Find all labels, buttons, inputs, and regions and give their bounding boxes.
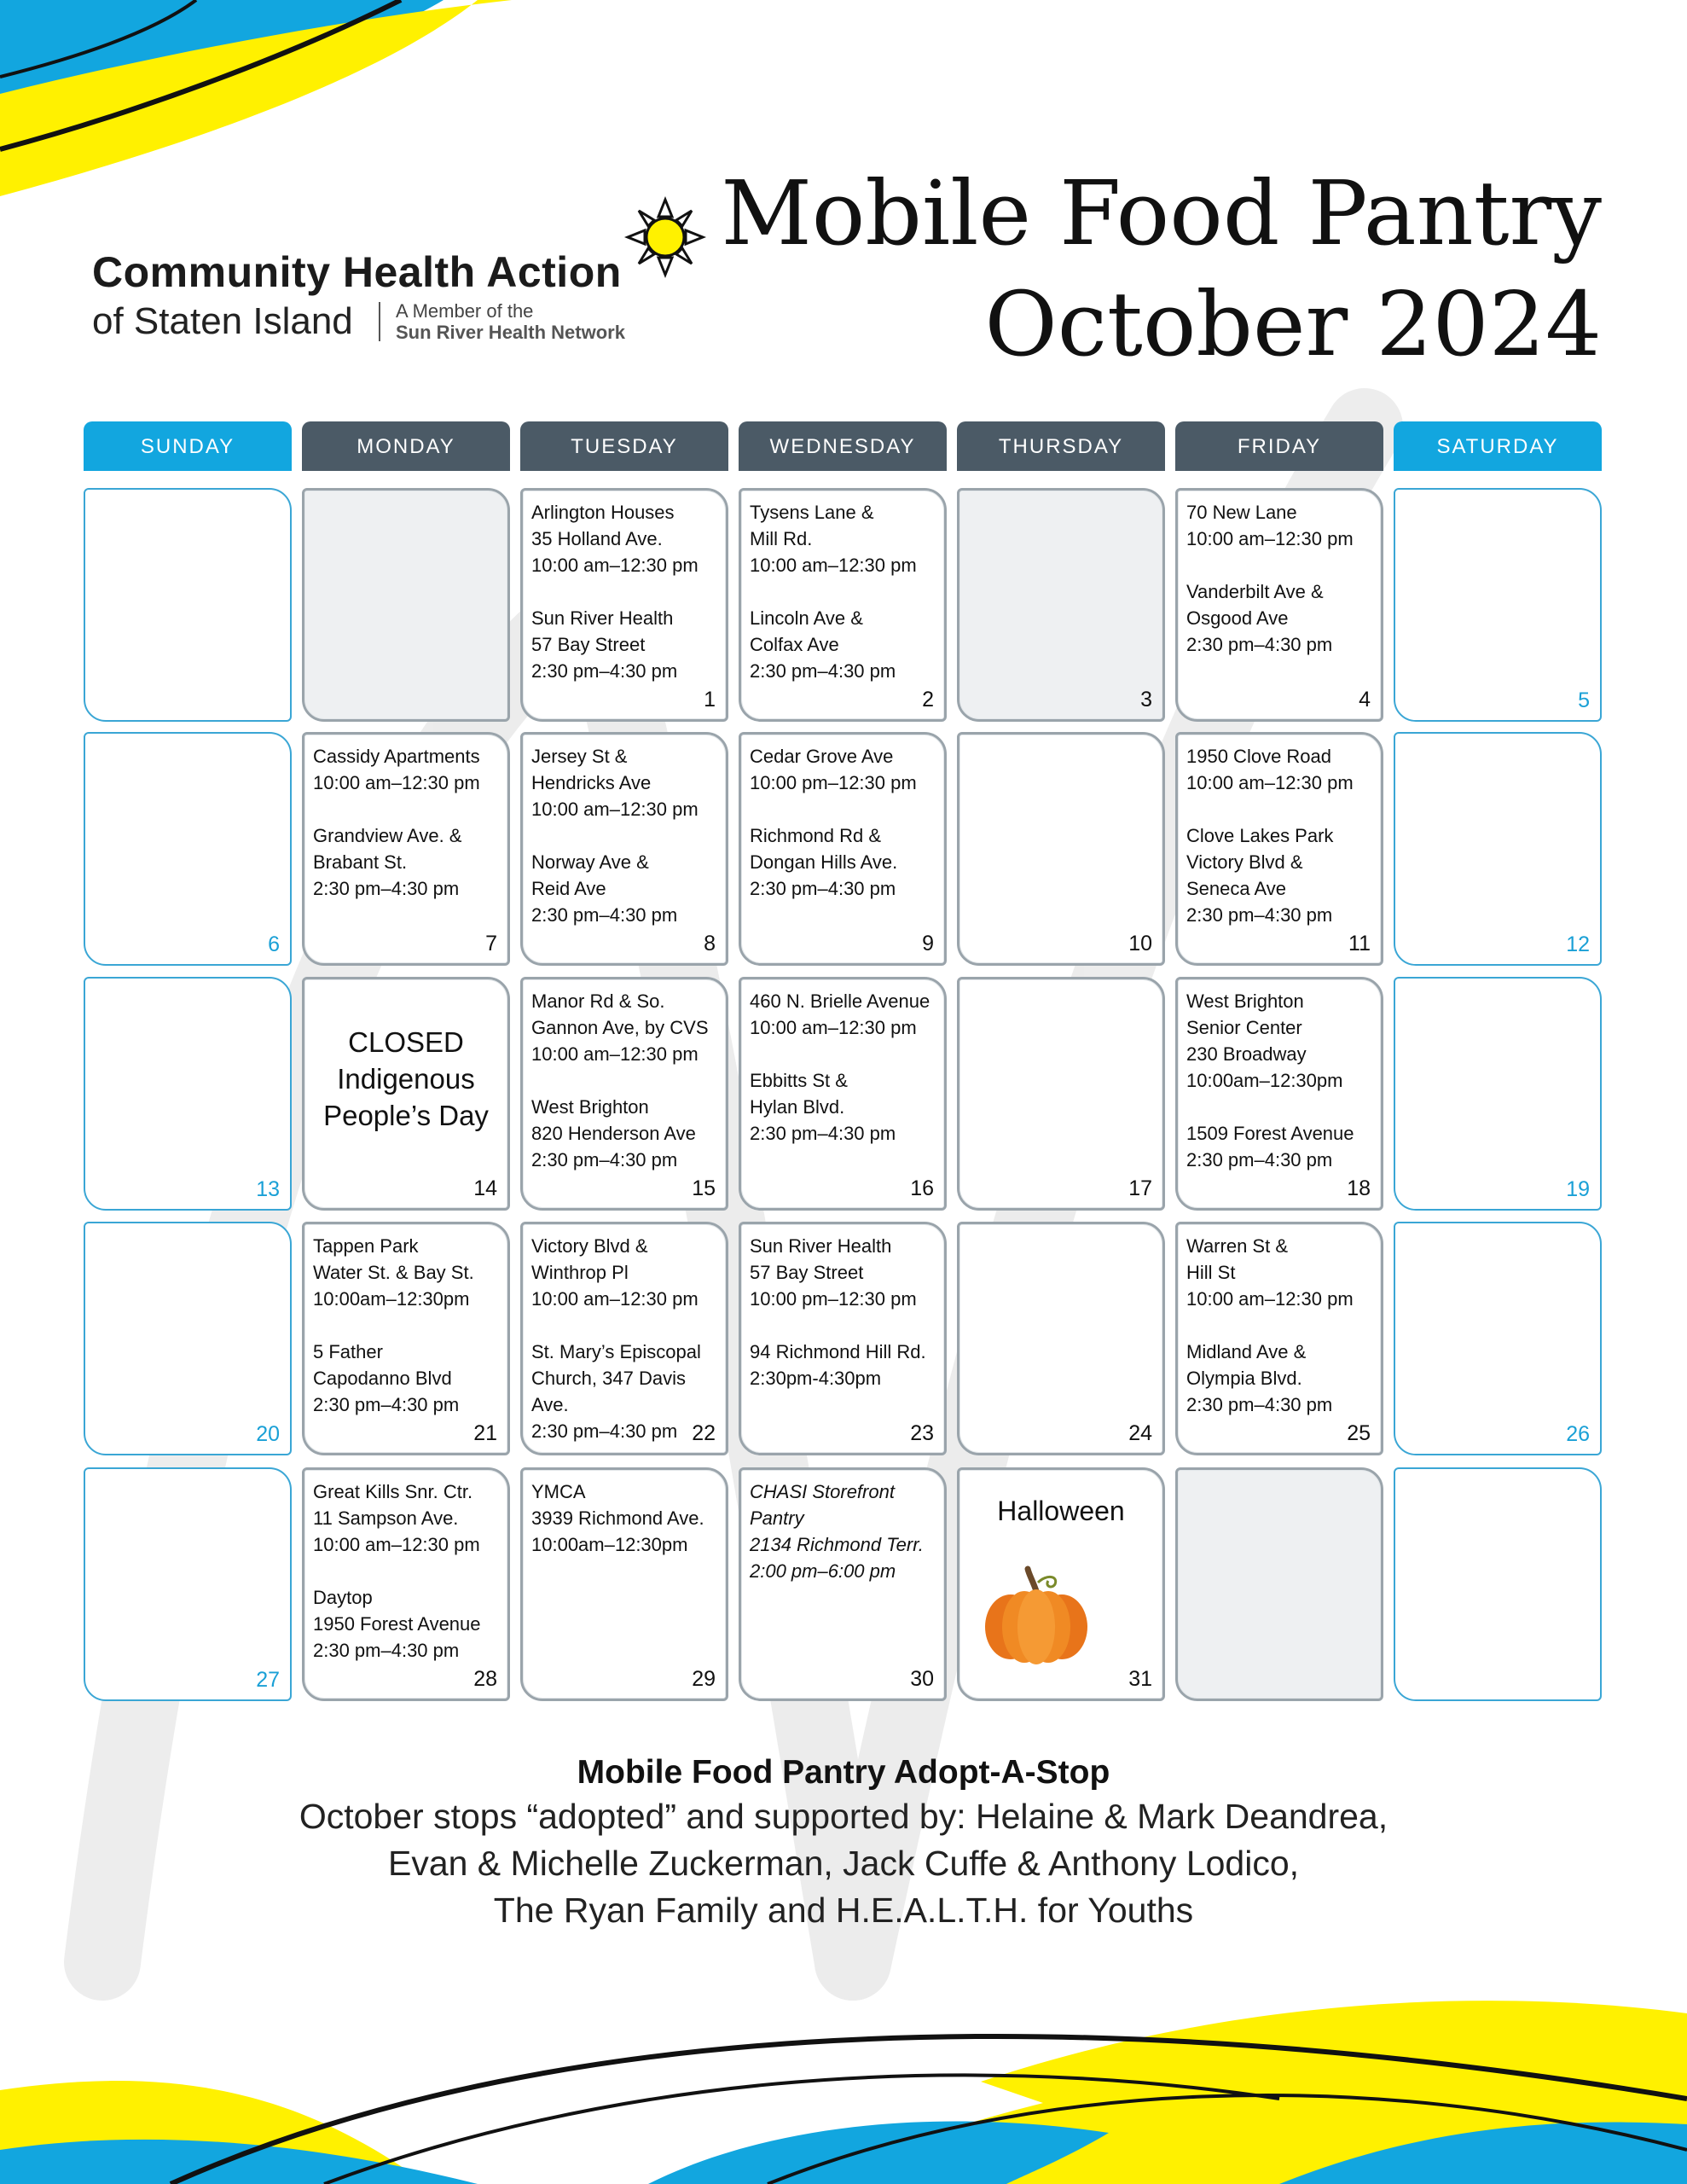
adopt-heading: Mobile Food Pantry Adopt-A-Stop xyxy=(577,1754,1110,1791)
day-number: 14 xyxy=(473,1176,497,1200)
day-number: 25 xyxy=(1347,1421,1371,1445)
calendar-day-cell xyxy=(1394,1222,1602,1455)
calendar-day-cell xyxy=(739,1222,947,1455)
day-number: 12 xyxy=(1566,932,1590,956)
logo-name-line1: Community Health Action xyxy=(92,248,622,296)
day-number: 23 xyxy=(910,1421,934,1445)
day-number: 31 xyxy=(1128,1667,1152,1691)
calendar-day-cell xyxy=(84,1222,292,1455)
day-number: 18 xyxy=(1347,1176,1371,1200)
pantry-stops-text: Tappen Park Water St. & Bay St. 10:00am–12:30pm 5 Father Capodanno Blvd 2:30 pm–4:30 pm xyxy=(313,1235,474,1415)
calendar-day-cell xyxy=(957,488,1165,722)
day-number: 24 xyxy=(1128,1421,1152,1445)
day-number: 6 xyxy=(268,932,280,956)
member-line2: Sun River Health Network xyxy=(396,322,625,343)
calendar-day-cell xyxy=(739,732,947,966)
day-number: 11 xyxy=(1348,932,1371,956)
logo-divider xyxy=(379,302,380,341)
calendar-day-cell xyxy=(1394,732,1602,966)
day-number: 10 xyxy=(1128,932,1152,956)
day-header-monday: MONDAY xyxy=(302,421,510,471)
pantry-stops-text: 460 N. Brielle Avenue 10:00 am–12:30 pm Ebbitts St & Hylan Blvd. 2:30 pm–4:30 pm xyxy=(750,990,930,1144)
pantry-stops-text: Sun River Health 57 Bay Street 10:00 pm–12:30 pm 94 Richmond Hill Rd. 2:30pm-4:30pm xyxy=(750,1235,926,1389)
holiday-label: Halloween xyxy=(997,1496,1125,1526)
pantry-stops-text: Warren St & Hill St 10:00 am–12:30 pm Midland Ave & Olympia Blvd. 2:30 pm–4:30 pm xyxy=(1186,1235,1354,1415)
calendar-day-cell xyxy=(520,1222,728,1455)
day-header-thursday: THURSDAY xyxy=(957,421,1165,471)
closed-notice: CLOSED Indigenous People’s Day xyxy=(323,1026,489,1131)
day-number: 1 xyxy=(704,688,716,712)
day-number: 15 xyxy=(692,1176,716,1200)
pantry-stops-text: Victory Blvd & Winthrop Pl 10:00 am–12:30 pm St. Mary’s Episcopal Church, 347 Davis Ave. 2:30 pm–4:30 pm xyxy=(531,1235,701,1442)
calendar-day-cell xyxy=(739,977,947,1211)
sun-icon xyxy=(623,195,708,280)
pantry-stops-text: Cedar Grove Ave 10:00 pm–12:30 pm Richmond Rd & Dongan Hills Ave. 2:30 pm–4:30 pm xyxy=(750,746,917,899)
pantry-stops-text: 70 New Lane 10:00 am–12:30 pm Vanderbilt Ave & Osgood Ave 2:30 pm–4:30 pm xyxy=(1186,502,1354,655)
pantry-stops-text: West Brighton Senior Center 230 Broadway 10:00am–12:30pm 1509 Forest Avenue 2:30 pm–4:30 pm xyxy=(1186,990,1354,1170)
day-header-sunday: SUNDAY xyxy=(84,421,292,471)
pantry-stops-text: Cassidy Apartments 10:00 am–12:30 pm Grandview Ave. & Brabant St. 2:30 pm–4:30 pm xyxy=(313,746,480,899)
day-number: 7 xyxy=(485,932,497,956)
calendar-day-cell xyxy=(1394,488,1602,722)
page-title xyxy=(721,158,1602,380)
day-header-tuesday: TUESDAY xyxy=(520,421,728,471)
calendar-day-cell xyxy=(302,1467,510,1701)
day-number: 8 xyxy=(704,932,716,956)
adopt-body: October stops “adopted” and supported by: Helaine & Mark Deandrea, Evan & Michelle Zuckerman, Jack Cuffe & Anthony Lodico, The Ryan Family and H.E.A.L.T.H. for Youths xyxy=(299,1797,1388,1930)
logo-name-line2: of Staten Island xyxy=(92,300,353,342)
calendar-day-cell xyxy=(1175,977,1383,1211)
day-number: 27 xyxy=(256,1668,280,1692)
day-number: 30 xyxy=(910,1667,934,1691)
pantry-stops-text: Tysens Lane & Mill Rd. 10:00 am–12:30 pm Lincoln Ave & Colfax Ave 2:30 pm–4:30 pm xyxy=(750,502,917,682)
day-header-friday: FRIDAY xyxy=(1175,421,1383,471)
pantry-stops-text: Great Kills Snr. Ctr. 11 Sampson Ave. 10:00 am–12:30 pm Daytop 1950 Forest Avenue 2:30 pm–4:30 pm xyxy=(313,1481,481,1661)
organization-logo xyxy=(92,195,706,357)
logo-member-text xyxy=(396,300,625,343)
pantry-stops-text: Manor Rd & So. Gannon Ave, by CVS 10:00 am–12:30 pm West Brighton 820 Henderson Ave 2:30 pm–4:30 pm xyxy=(531,990,709,1170)
calendar-day-cell xyxy=(84,1467,292,1701)
day-number: 17 xyxy=(1128,1176,1152,1200)
day-number: 21 xyxy=(473,1421,497,1445)
day-number: 5 xyxy=(1578,688,1590,712)
day-number: 2 xyxy=(922,688,934,712)
day-number: 29 xyxy=(692,1667,716,1691)
day-number: 28 xyxy=(473,1667,497,1691)
calendar-day-cell xyxy=(84,977,292,1211)
calendar-day-cell xyxy=(520,977,728,1211)
day-number: 3 xyxy=(1140,688,1152,712)
adopt-a-stop-section xyxy=(0,1754,1687,1934)
day-number: 16 xyxy=(910,1176,934,1200)
calendar-day-cell xyxy=(520,1467,728,1701)
calendar-day-cell xyxy=(1394,1467,1602,1701)
member-line1: A Member of the xyxy=(396,300,534,322)
calendar-day-cell xyxy=(957,1467,1165,1701)
calendar-day-cell xyxy=(1175,1222,1383,1455)
pantry-stops-text: Arlington Houses 35 Holland Ave. 10:00 am–12:30 pm Sun River Health 57 Bay Street 2:30 pm–4:30 pm xyxy=(531,502,699,682)
day-number: 19 xyxy=(1566,1177,1590,1201)
title-line1: Mobile Food Pantry xyxy=(721,161,1602,265)
day-number: 13 xyxy=(256,1177,280,1201)
pantry-stops-text: CHASI Storefront Pantry 2134 Richmond Terr. 2:00 pm–6:00 pm xyxy=(750,1481,924,1582)
pantry-stops-text: YMCA 3939 Richmond Ave. 10:00am–12:30pm xyxy=(531,1481,704,1555)
calendar-day-cell xyxy=(1394,977,1602,1211)
day-number: 22 xyxy=(692,1421,716,1445)
calendar-day-cell xyxy=(957,977,1165,1211)
calendar-day-cell xyxy=(84,732,292,966)
day-header-wednesday: WEDNESDAY xyxy=(739,421,947,471)
calendar-day-cell xyxy=(302,977,510,1211)
pantry-stops-text: 1950 Clove Road 10:00 am–12:30 pm Clove Lakes Park Victory Blvd & Seneca Ave 2:30 pm–4:30 pm xyxy=(1186,746,1354,926)
calendar-day-cell xyxy=(1175,488,1383,722)
day-header-saturday: SATURDAY xyxy=(1394,421,1602,471)
calendar-day-cell xyxy=(302,1222,510,1455)
calendar-day-cell xyxy=(1175,732,1383,966)
calendar-day-cell xyxy=(739,488,947,722)
day-number: 20 xyxy=(256,1422,280,1446)
calendar-day-cell xyxy=(302,732,510,966)
title-line2: October 2024 xyxy=(984,272,1602,376)
calendar-day-cell xyxy=(957,732,1165,966)
calendar-day-cell xyxy=(957,1222,1165,1455)
calendar-day-cell xyxy=(302,488,510,722)
calendar-day-cell xyxy=(1175,1467,1383,1701)
calendar-day-cell xyxy=(520,488,728,722)
pumpkin-icon xyxy=(977,1557,1096,1676)
day-number: 26 xyxy=(1566,1422,1590,1446)
day-number: 9 xyxy=(922,932,934,956)
calendar-day-cell xyxy=(739,1467,947,1701)
calendar-day-cell xyxy=(520,732,728,966)
pantry-stops-text: Jersey St & Hendricks Ave 10:00 am–12:30 pm Norway Ave & Reid Ave 2:30 pm–4:30 pm xyxy=(531,746,699,926)
day-number: 4 xyxy=(1359,688,1371,712)
calendar-day-cell xyxy=(84,488,292,722)
